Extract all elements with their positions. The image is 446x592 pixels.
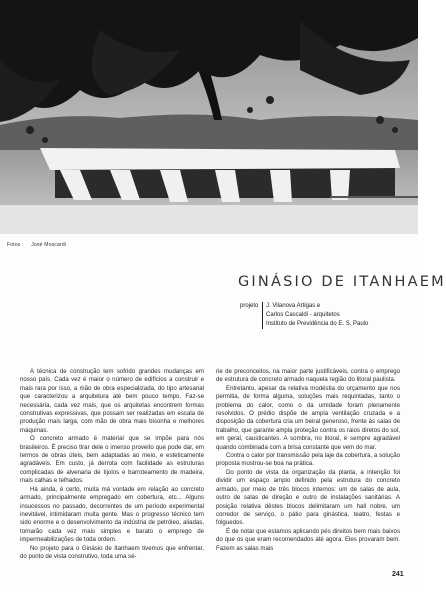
paragraph: Há ainda, é certo, muita má vontade em relação ao concreto armado, principalmente empregado em cobertura, etc... Alguns insucessos no passado, decorrentes de um período experimental inevitável, intimidaram muita gente. Mas o progresso técnico tem sido enorme e o desenvolvimento da indústria de petróleo, aliadas, tornarão cada vez mais simples e barato o emprego de impermeabilizações de toda ordem. (20, 485, 204, 544)
left-text-column (20, 368, 204, 561)
credits-line: J. Vilanova Artigas e (266, 303, 321, 309)
project-credits (240, 302, 410, 329)
photo-credit-label: Fotos : (7, 242, 24, 248)
building-photo (0, 0, 418, 234)
page-number: 241 (392, 571, 404, 578)
paragraph: Entretanto, apesar da relativa modéstia do orçamento que nos permitia, de forma alguma, soluções mais requintadas, tanto o problema do calor, como o da umidade foram plenamente resolvidos. O prédio dispõe de ampla ventilação cruzada e a disposição da cobertura cria um beiral generoso, frente às salas de trabalho, que garante ampla proteção contra os raios diretos do sol, em geral, causticantes. A sombra, no litoral, é sempre agradável quando combinada com a brisa constante que vem do mar. (216, 384, 400, 451)
photograph-gymnasium-icon (0, 0, 418, 234)
paragraph: É de notar que estamos aplicando pés direitos bem mais baixos do que os que eram recomendados até agora. Eles provaram bem. Fazem as salas mais (216, 527, 400, 552)
right-text-column (216, 368, 400, 553)
paragraph: Contra o calor por transmissão pela laje da cobertura, a solução proposta mostrou-se boa na prática. (216, 452, 400, 468)
paragraph: rie de preconceitos, na maior parte justificáveis, contra o emprego de estrutura de concreto armado naquela região do litoral paulista. (216, 368, 400, 384)
paragraph: No projeto para o Ginásio de Itanhaem tivemos que enfrentar, do ponto de vista construtivo, toda uma sé- (20, 544, 204, 560)
photo-credit (7, 242, 66, 248)
article-title: GINÁSIO DE ITANHAEM (238, 274, 446, 290)
paragraph: O concreto armado é material que se impõe para nós brasileiros. É preciso tirar dele o imenso proveito que pode dar, em termos de obras úteis, bem adaptadas ao meio, e esteticamente agradáveis. Em custo, já derrota com facilidade as estruturas complicadas de alvenaria de tijolos e barroteamento de madeira, mais calhas e telhados. (20, 435, 204, 485)
paragraph: A técnica de construção tem sofrido grandes mudanças em nosso país. Cada vez é maior o número de edifícios a construir e mais rara por isso, a mão de obra especializada, do tipo artesanal que caracterizou a arquitetura até bem pouco tempo. Faz-se necessária, cada vez mais, que os arquitetas encontrem formas construtivas expressivas, que possam ser realizadas em escala de produção mais larga, com mão de obra mais bisonha e melhores máquinas. (20, 368, 204, 434)
photo-credit-name: José Moscardi (31, 242, 67, 248)
paragraph: Do ponto de vista da organização da planta, a intenção foi dividir um espaço amplo definido pela estrutura do concreto armado, por meio de três blocos internos: um de salas de aula, outro de salas de direção e outro de instalações sanitárias. A posição relativa dêstes blocos delimitaram um hall nobre, um corredor de serviço, o pátio para ginástica, teatro, festas e folguedos. (216, 468, 400, 527)
credits-line: Carlos Cascaldi - arquitetos (266, 312, 340, 318)
credits-key: projeto (240, 303, 259, 309)
credits-line: Instituto de Previdência do E. S. Paulo (266, 321, 369, 327)
credits-values (262, 302, 368, 329)
